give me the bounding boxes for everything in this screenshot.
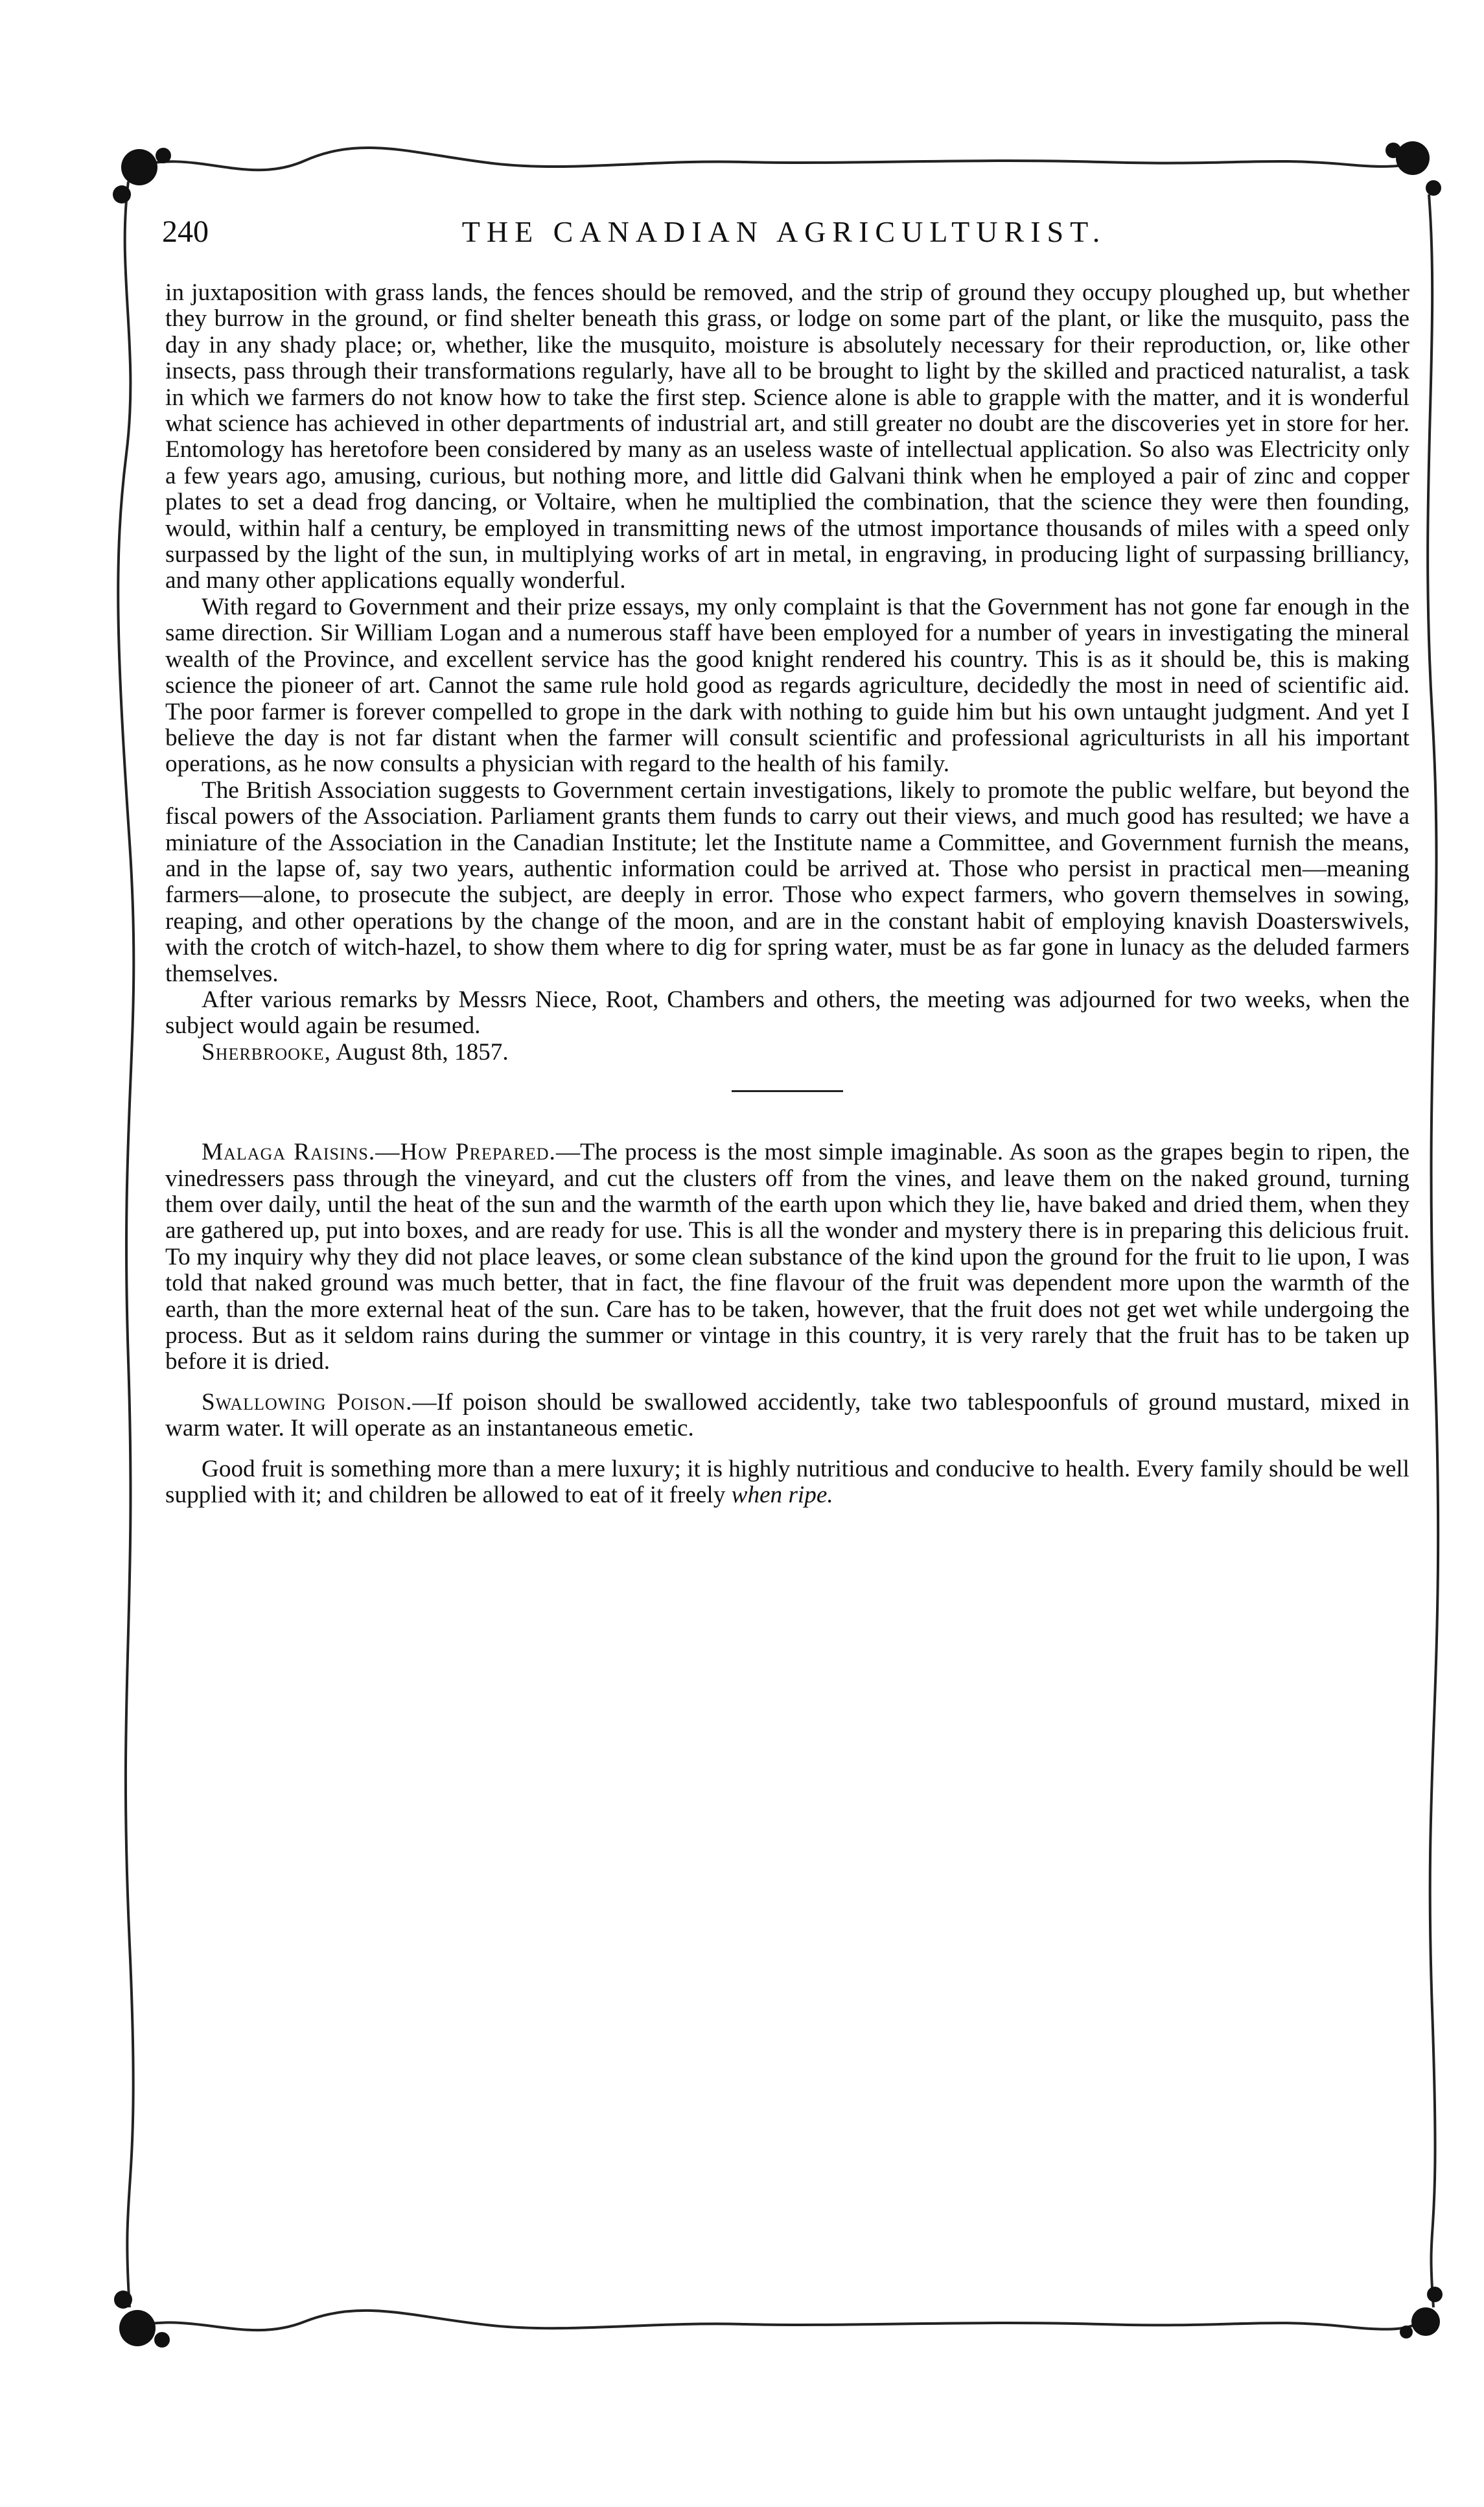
- article-paragraph-1: in juxtaposition with grass lands, the fences should be removed, and the strip of ground they occupy ploughed up, but whether they burrow in the ground, or find shelter beneath this grass, or lodge on some part of the plant, or like the musquito, pass the day in any shady place; or, whether, like the musquito, moisture is absolutely necessary for their reproduction, or, like other insects, pass through their transformations regularly, have all to be brought to light by the skilled and practiced naturalist, a task in which we farmers do not know how to take the first step. Science alone is able to grapple with the matter, and it is wonderful what science has achieved in other departments of industrial art, and still greater no doubt are the discoveries yet in store for her. Entomology has heretofore been considered by many as an useless waste of intellectual application. So also was Electricity only a few years ago, amusing, curious, but nothing more, and little did Galvani think when he employed a pair of zinc and copper plates to set a dead frog dancing, or Voltaire, when he multiplied the combination, that the science they were then founding, would, within half a century, be employed in transmitting news of the utmost importance thousands of miles with a speed only surpassed by the light of the sun, in multiplying works of art in metal, in engraving, in producing light of surpassing brilliancy, and many other applications equally wonderful.: [165, 279, 1409, 594]
- text-column: [165, 280, 1409, 1508]
- article-paragraph-2: With regard to Government and their prize essays, my only complaint is that the Government has not gone far enough in the same direction. Sir William Logan and a numerous staff have been employed for a number of years in investigating the mineral wealth of the Province, and excellent service has the good knight rendered his country. This is as it should be, this is making science the pioneer of art. Cannot the same rule hold good as regards agriculture, decidedly the most in need of scientific aid. The poor farmer is forever compelled to grope in the dark with nothing to guide him but his own untaught judgment. And yet I believe the day is not far distant when the farmer will consult scientific and professional agriculturists in all his important operations, as he now consults a physician with regard to the health of his family.: [165, 593, 1409, 778]
- swallowing-poison-body: —If poison should be swallowed accidently, take two tablespoonfuls of ground mustard, mixed in warm water. It will operate as an instantaneous emetic.: [165, 1388, 1409, 1442]
- divider-rule: [732, 1090, 843, 1092]
- section-divider: [165, 1066, 1409, 1116]
- good-fruit-paragraph: [165, 1456, 1409, 1509]
- page-number: 240: [162, 215, 209, 249]
- signature-date: August 8th, 1857.: [330, 1038, 509, 1066]
- article-paragraph-4: After various remarks by Messrs Niece, Root, Chambers and others, the meeting was adjourned for two weeks, when the subject would again be resumed.: [165, 986, 1409, 1040]
- malaga-raisins-body: —The process is the most simple imaginable. As soon as the grapes begin to ripen, the vinedressers pass through the vineyard, and cut the clusters off from the vines, and leave them on the naked ground, turning them over daily, until the heat of the sun and the warmth of the earth upon which they lie, have baked and dried them, when they are gathered up, put into boxes, and are ready for use. This is all the wonder and mystery there is in preparing this delicious fruit. To my inquiry why they did not place leaves, or some clean substance of the kind upon the ground for the fruit to lie upon, I was told that naked ground was much better, that in fact, the fine flavour of the fruit was dependent more upon the warmth of the earth, than the more external heat of the sun. Care has to be taken, however, that the fruit does not get wet while undergoing the process. But as it seldom rains during the summer or vintage in this country, it is very rarely that the fruit has to be taken up before it is dried.: [165, 1139, 1410, 1375]
- good-fruit-body: Good fruit is something more than a mere luxury; it is highly nutritious and conducive to health. Every family should be well supplied with it; and children be allowed to eat of it freely: [165, 1455, 1409, 1509]
- signature-place: Sherbrooke,: [202, 1038, 331, 1066]
- swallowing-poison-paragraph: [165, 1390, 1409, 1442]
- malaga-raisins-heading: Malaga Raisins.—How Prepared.: [202, 1139, 556, 1166]
- page-header: [162, 206, 1406, 258]
- swallowing-poison-heading: Swallowing Poison.: [202, 1388, 413, 1416]
- malaga-raisins-paragraph: [165, 1139, 1409, 1375]
- article-paragraph-3: The British Association suggests to Government certain investigations, likely to promote the public welfare, but beyond the fiscal powers of the Association. Parliament grants them funds to carry out their views, and much good has resulted; we have a miniature of the Association in the Canadian Institute; let the Institute name a Committee, and Government furnish the means, and in the lapse of, say two years, authentic information could be arrived at. Those who persist in practical men—meaning farmers—alone, to prosecute the subject, are deeply in error. Those who expect farmers, who govern themselves in sowing, reaping, and other operations by the change of the moon, and are in the constant habit of employing knavish Doasterswivels, with the crotch of witch-hazel, to show them where to dig for spring water, must be as far gone in lunacy as the deluded farmers themselves.: [165, 776, 1409, 987]
- good-fruit-emphasis: when ripe.: [731, 1482, 833, 1509]
- running-head: THE CANADIAN AGRICULTURIST.: [461, 215, 1107, 248]
- signature-line: [165, 1040, 1409, 1066]
